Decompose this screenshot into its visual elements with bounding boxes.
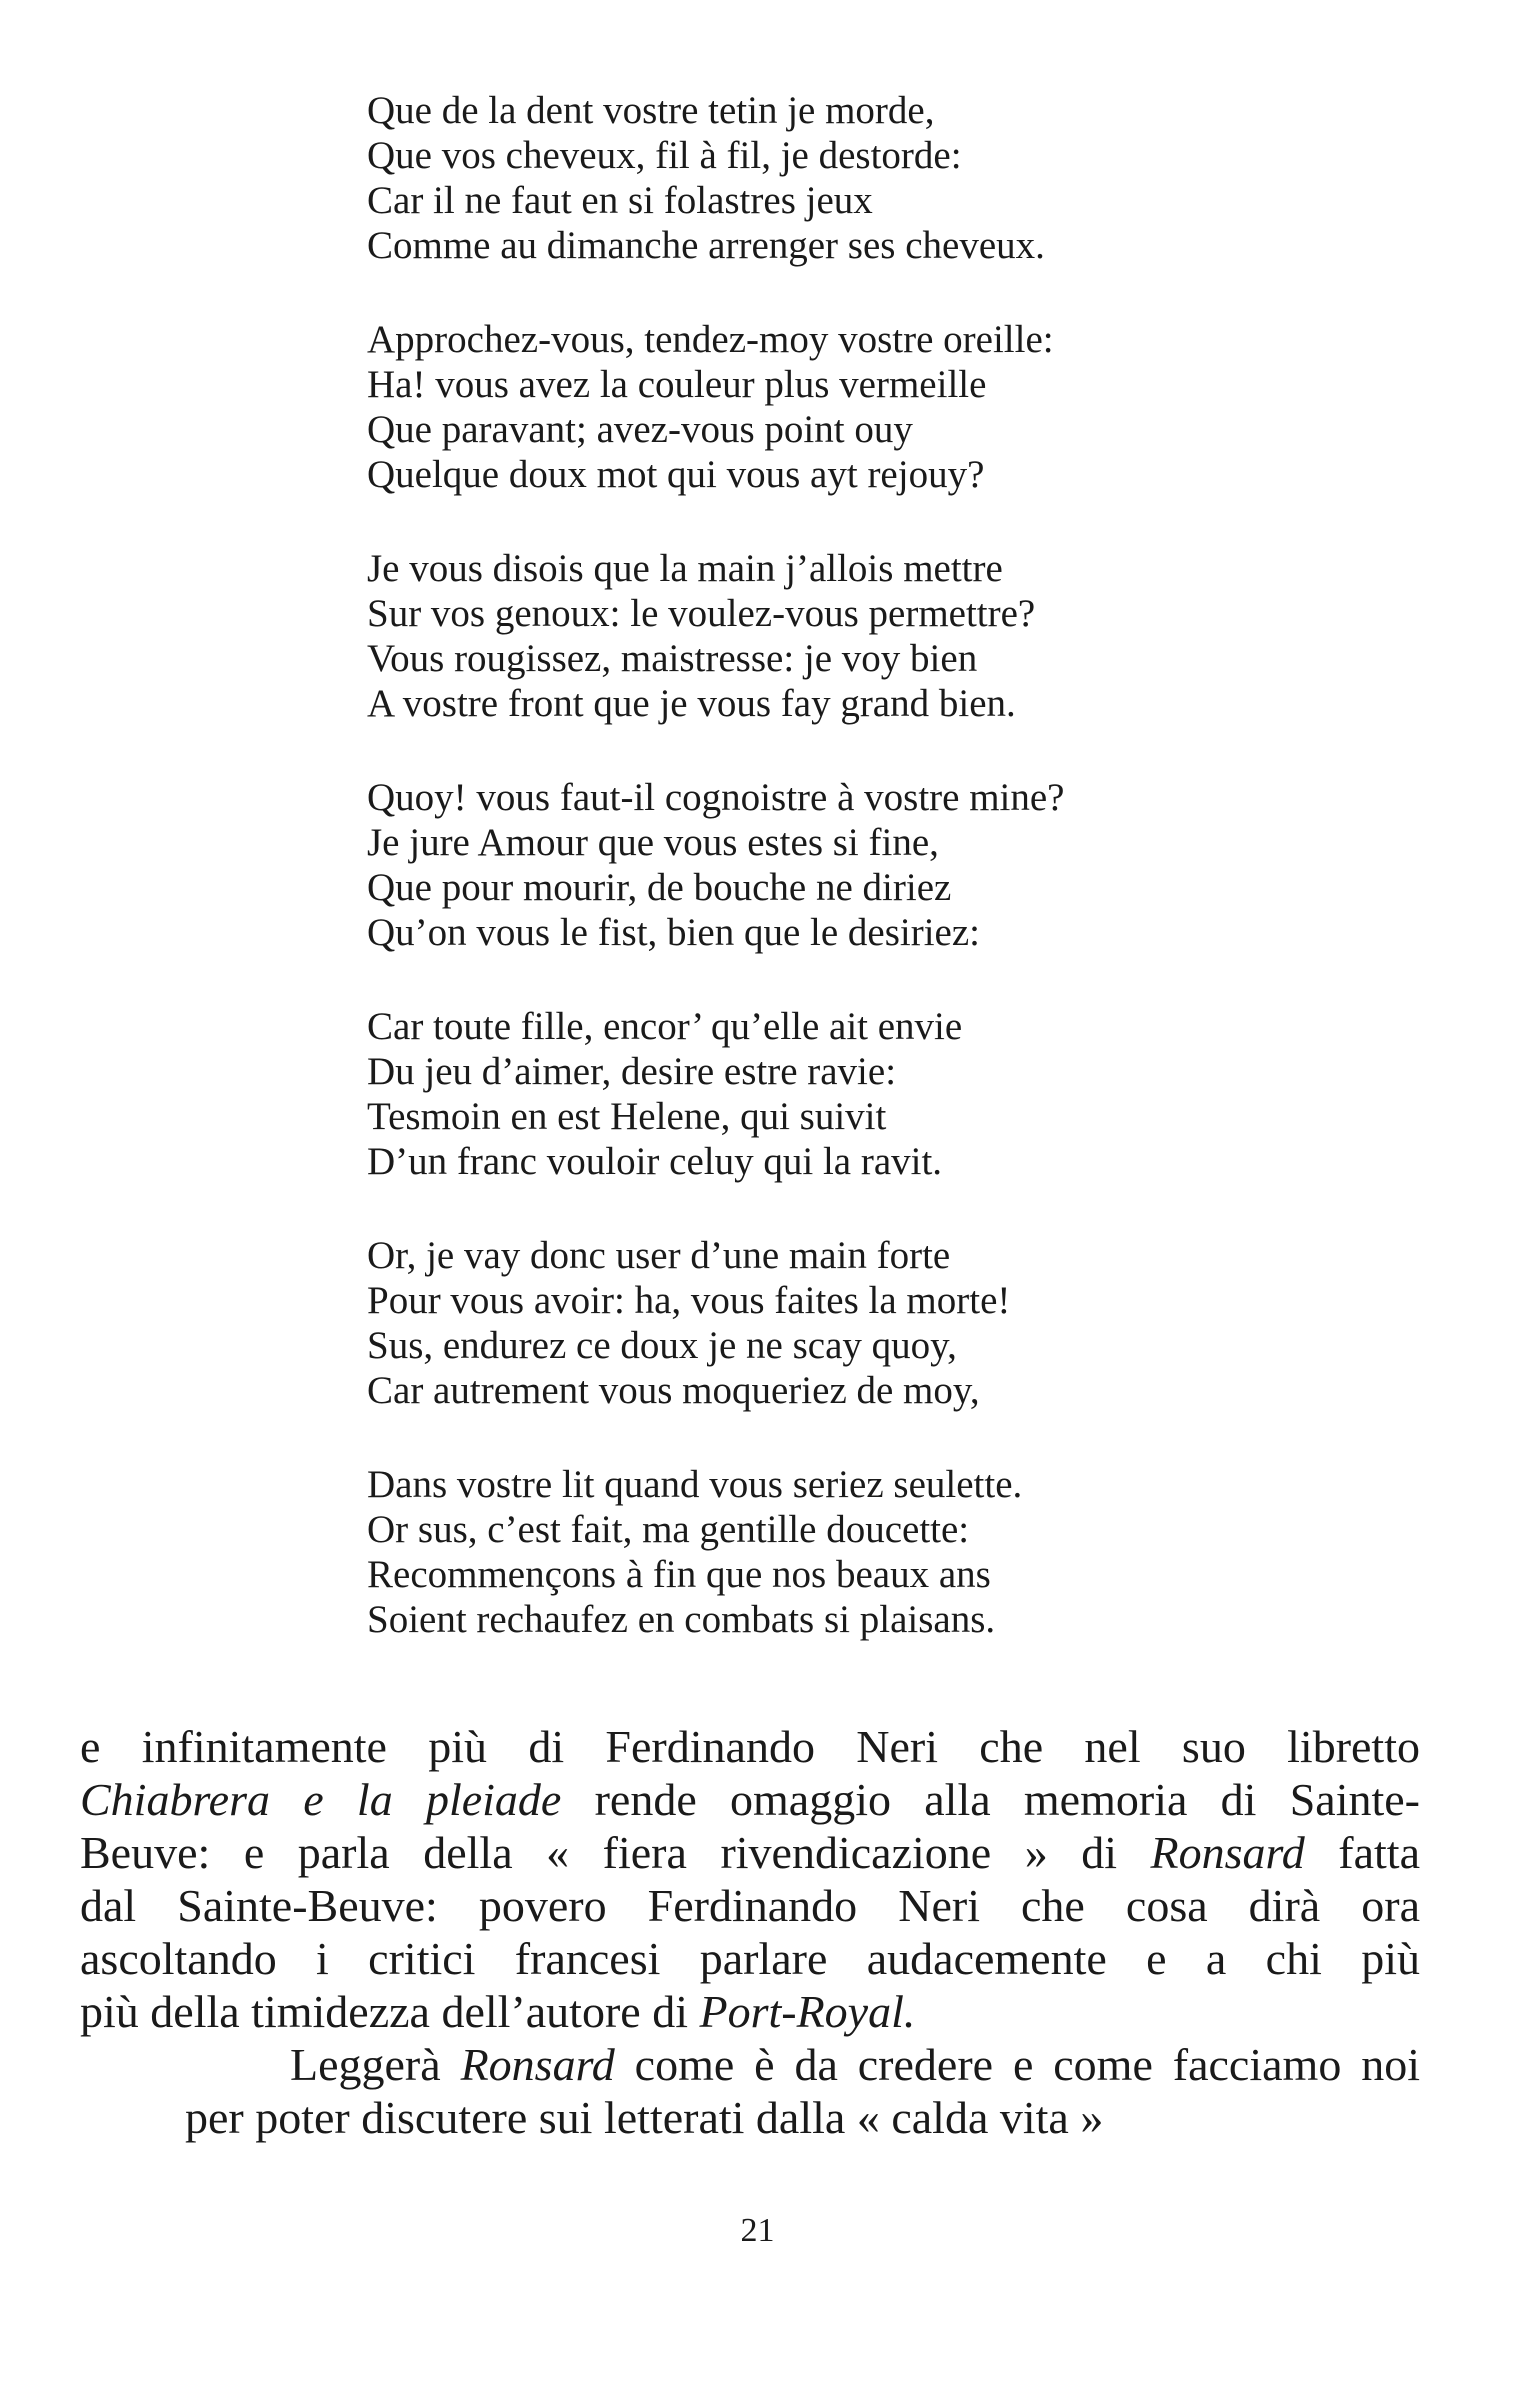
book-title: Chiabrera e la pleiade [80, 1774, 562, 1825]
prose-line [80, 1773, 1420, 1826]
poem-line: Or sus, c’est fait, ma gentille doucette: [367, 1508, 970, 1551]
paragraph [80, 2038, 1420, 2144]
stanza [367, 546, 1247, 726]
poem-line: Quoy! vous faut-il cognoistre à vostre mine? [367, 776, 1065, 819]
poem-line: Je jure Amour que vous estes si fine, [367, 821, 939, 864]
poem-line: Du jeu d’aimer, desire estre ravie: [367, 1050, 897, 1093]
poem-line: Ha! vous avez la couleur plus vermeille [367, 363, 987, 406]
poem-line: Quelque doux mot qui vous ayt rejouy? [367, 453, 985, 496]
poem-line: Je vous disois que la main j’allois mettre [367, 547, 1003, 590]
book-title: Port-Royal. [699, 1986, 916, 2037]
stanza [367, 1462, 1247, 1642]
poem-line: Or, je vay donc user d’une main forte [367, 1234, 951, 1277]
prose-line: e infinitamente più di Ferdinando Neri che nel suo libretto [80, 1721, 1420, 1772]
prose-fragment: Beuve: e parla della « fiera rivendicazione » di [80, 1827, 1151, 1878]
author-name: Ronsard [1150, 1827, 1305, 1878]
stanza [367, 1233, 1247, 1413]
poem-line: Tesmoin en est Helene, qui suivit [367, 1095, 887, 1138]
prose-line [80, 1985, 1420, 2038]
stanza [367, 775, 1247, 955]
poem-line: A vostre front que je vous fay grand bien. [367, 682, 1016, 725]
prose-line: dal Sainte-Beuve: povero Ferdinando Neri che cosa dirà ora [80, 1880, 1420, 1931]
poem-line: Car autrement vous moqueriez de moy, [367, 1369, 980, 1412]
poem-line: Sur vos genoux: le voulez-vous permettre? [367, 592, 1036, 635]
poem-line: D’un franc vouloir celuy qui la ravit. [367, 1140, 943, 1183]
paragraph [80, 1720, 1420, 2038]
prose-fragment: più della timidezza dell’autore di [80, 1986, 700, 2037]
poem [367, 88, 1247, 1691]
prose-fragment: Leggerà [290, 2039, 461, 2090]
page-number: 21 [740, 2212, 775, 2249]
poem-line: Dans vostre lit quand vous seriez seulette. [367, 1463, 1023, 1506]
poem-line: Recommençons à fin que nos beaux ans [367, 1553, 991, 1596]
poem-line: Vous rougissez, maistresse: je voy bien [367, 637, 978, 680]
poem-line: Que de la dent vostre tetin je morde, [367, 89, 935, 132]
poem-line: Comme au dimanche arrenger ses cheveux. [367, 224, 1045, 267]
poem-line: Soient rechaufez en combats si plaisans. [367, 1598, 996, 1641]
poem-line: Sus, endurez ce doux je ne scay quoy, [367, 1324, 957, 1367]
poem-line: Approchez-vous, tendez-moy vostre oreille: [367, 318, 1054, 361]
prose-fragment: come è da credere e come facciamo noi [614, 2039, 1420, 2090]
stanza [367, 88, 1247, 268]
prose-text [80, 1720, 1420, 2144]
poem-line: Que pour mourir, de bouche ne diriez [367, 866, 952, 909]
prose-fragment: fatta [1304, 1827, 1420, 1878]
prose-line: ascoltando i critici francesi parlare audacemente e a chi più [80, 1933, 1420, 1984]
poem-line: Que paravant; avez-vous point ouy [367, 408, 913, 451]
prose-fragment: rende omaggio alla memoria di Sainte- [561, 1774, 1420, 1825]
stanza [367, 1004, 1247, 1184]
prose-line: per poter discutere sui letterati dalla « calda vita » [185, 2092, 1104, 2143]
poem-line: Que vos cheveux, fil à fil, je destorde: [367, 134, 962, 177]
poem-line: Car toute fille, encor’ qu’elle ait envie [367, 1005, 963, 1048]
poem-line: Qu’on vous le fist, bien que le desiriez: [367, 911, 981, 954]
stanza [367, 317, 1247, 497]
poem-line: Car il ne faut en si folastres jeux [367, 179, 873, 222]
prose-line [80, 1826, 1420, 1879]
author-name: Ronsard [460, 2039, 615, 2090]
prose-line [80, 2038, 1420, 2091]
poem-line: Pour vous avoir: ha, vous faites la morte! [367, 1279, 1011, 1322]
